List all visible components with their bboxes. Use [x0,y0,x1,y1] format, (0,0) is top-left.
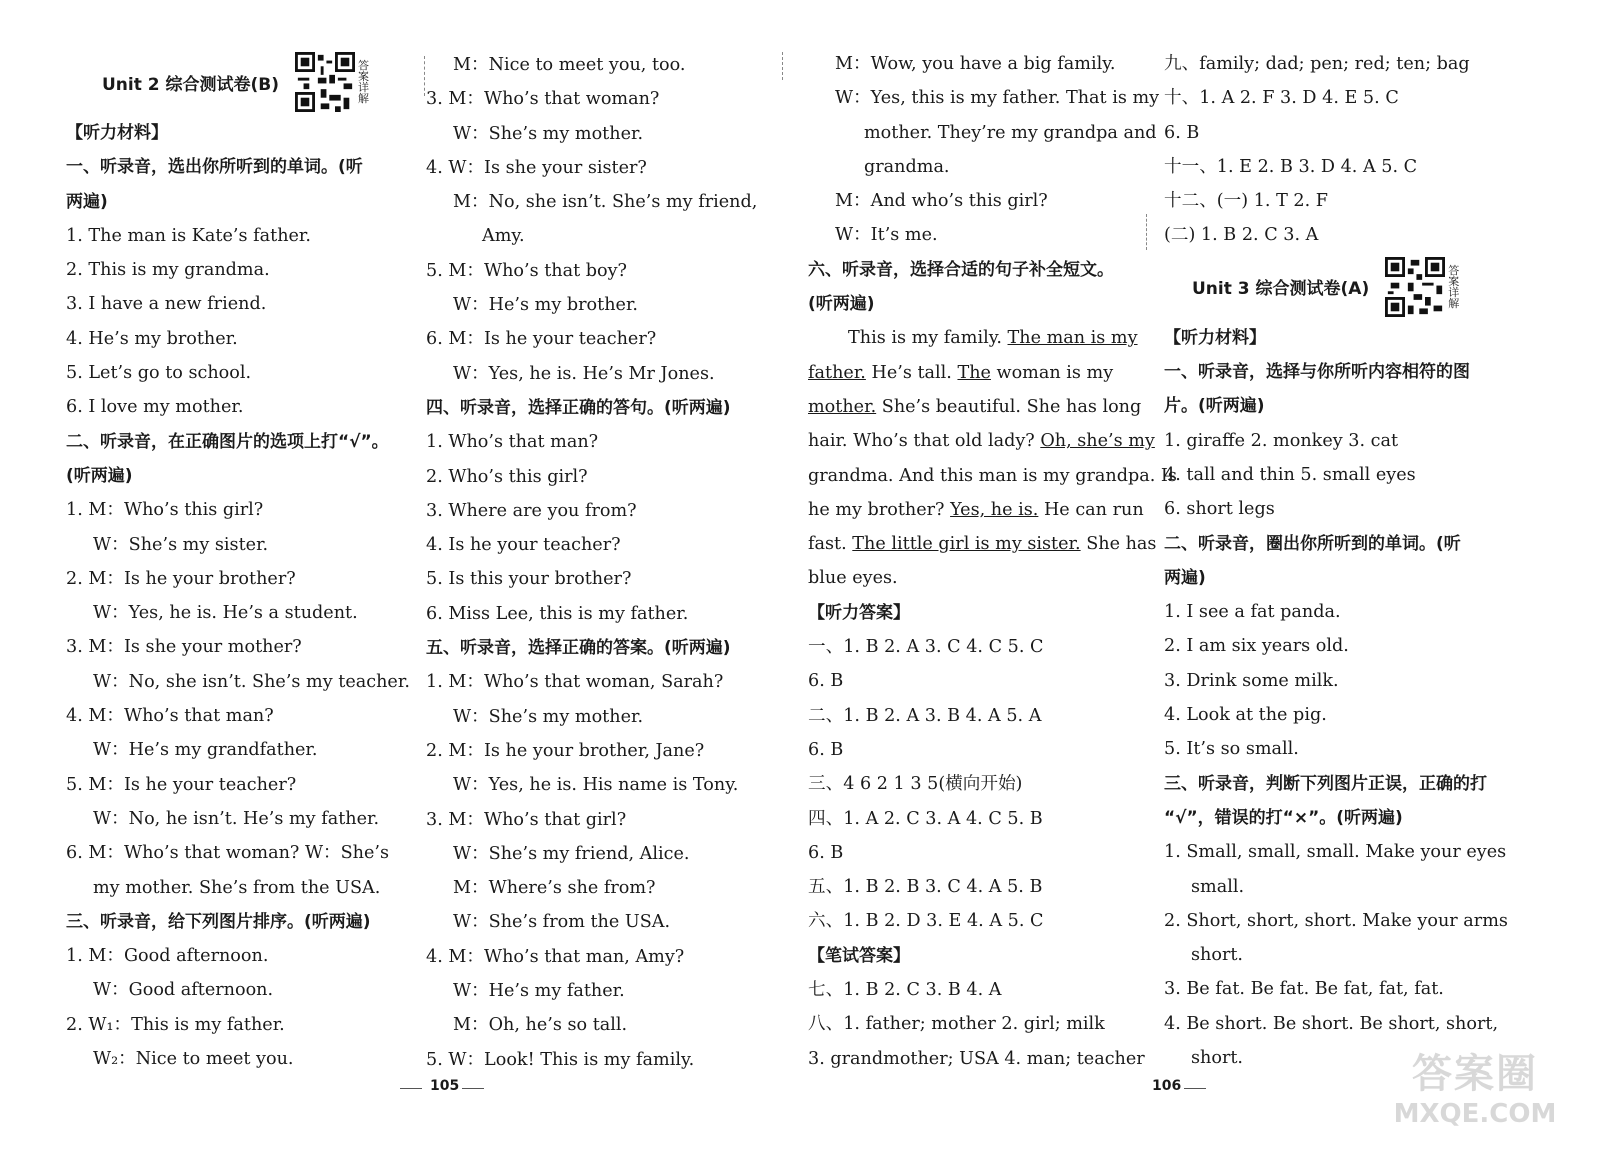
text-line: 5. M：Who’s that boy? [426,260,627,281]
page-number-rule [400,1088,422,1089]
text-line: M：Nice to meet you, too. [453,55,686,75]
answer-line: 6. B [808,842,844,863]
unit3-title: Unit 3 综合测试卷(A) [1192,279,1370,300]
text-line: W：It’s me. [835,225,938,246]
passage-line: he my brother? Yes, he is. He can run [808,499,1144,520]
column-1 [66,48,426,1076]
text-line: 4. Is he your teacher? [426,535,621,556]
text-line: 4. Look at the pig. [1164,705,1327,726]
qr-label: 答案详解 [358,59,370,105]
text-line: M：No, she isn’t. She’s my friend, [453,192,758,213]
answer-line: 3. grandmother; USA 4. man; teacher [808,1048,1145,1069]
text-line: W：She’s my mother. [453,123,644,144]
text-line: my mother. She’s from the USA. [93,877,381,898]
text-line: small. [1191,876,1245,897]
text-line: 1. The man is Kate’s father. [66,225,312,246]
text-line: W：She’s my mother. [453,706,644,727]
unit2-title: Unit 2 综合测试卷(B) [102,74,280,95]
section-heading: 一、听录音，选择与你所听内容相符的图 [1164,362,1470,383]
text-line: 4. He’s my brother. [66,328,238,349]
text-line: 6. M：Is he your teacher? [426,329,657,350]
passage-line: blue eyes. [808,568,898,589]
section-heading: 两遍) [1164,567,1206,588]
answer-line: 一、1. B 2. A 3. C 4. C 5. C [808,637,1044,658]
text-line: M：Oh, he’s so tall. [453,1015,628,1036]
answer-line: 二、1. B 2. A 3. B 4. A 5. A [808,705,1042,726]
answer-line: 6. B [808,671,844,692]
passage-line: hair. Who’s that old lady? Oh, she’s my [808,431,1155,452]
text-line: 2. I am six years old. [1164,636,1349,657]
column-divider [782,52,783,80]
answer-line: 九、family; dad; pen; red; ten; bag [1164,54,1470,74]
page-number-right: 106 [1152,1078,1182,1094]
section-heading: 一、听录音，选出你所听到的单词。(听 [66,157,363,178]
unit2-title-row [66,48,426,116]
column-3 [808,47,1177,1076]
qr-code-icon[interactable] [295,52,355,112]
unit3-title-row [1164,253,1544,321]
text-line: short. [1191,1048,1244,1069]
text-line: 1. Who’s that man? [426,432,599,453]
text-line: 2. This is my grandma. [66,260,270,281]
answer-line: 十、1. A 2. F 3. D 4. E 5. C [1164,88,1399,109]
text-line: M：And who’s this girl? [835,191,1048,212]
text-line: 3. M：Is she your mother? [66,637,302,658]
text-line: 1. M：Good afternoon. [66,946,269,967]
section-heading: 【听力材料】 [1164,327,1266,348]
text-line: W：No, he isn’t. He’s my father. [93,808,380,829]
text-line: W：He’s my brother. [453,295,639,316]
answer-line: 四、1. A 2. C 3. A 4. C 5. B [808,808,1043,829]
text-line: W：Good afternoon. [93,980,274,1001]
text-line: W：He’s my grandfather. [93,740,318,761]
watermark-en: MXQE.COM [1393,1099,1557,1129]
answer-line: 七、1. B 2. C 3. B 4. A [808,980,1002,1001]
passage-line: grandma. And this man is my grandpa. Is [808,465,1177,486]
text-line: W：Yes, this is my father. That is my [835,88,1160,109]
text-line: 2. M：Is he your brother, Jane? [426,740,705,761]
section-heading: 片。(听两遍) [1164,396,1265,417]
column-divider [424,56,425,96]
text-line: W：She’s from the USA. [453,912,671,933]
passage-line: fast. The little girl is my sister. She has [808,534,1157,555]
section-heading: 【听力材料】 [66,123,168,143]
column-2 [426,48,780,1077]
answer-line: 六、1. B 2. D 3. E 4. A 5. C [808,911,1044,932]
watermark-cn: 答案圈 [1412,1051,1538,1097]
text-line: 1. M：Who’s this girl? [66,500,264,521]
answer-line: 八、1. father; mother 2. girl; milk [808,1014,1105,1035]
answer-line: 五、1. B 2. B 3. C 4. A 5. B [808,877,1043,898]
section-heading: 六、听录音，选择合适的句子补全短文。 [808,259,1114,280]
answer-line: 6. B [808,739,844,760]
section-heading: 四、听录音，选择正确的答句。(听两遍) [426,397,731,418]
text-line: 4. Be short. Be short. Be short, short, [1164,1013,1499,1034]
text-line: 5. Let’s go to school. [66,363,252,384]
text-line: 5. M：Is he your teacher? [66,774,297,795]
text-line: 4. M：Who’s that man, Amy? [426,946,685,967]
page-number-rule [462,1088,484,1089]
section-heading: “√”，错误的打“×”。(听两遍) [1164,807,1403,828]
text-line: 2. Short, short, short. Make your arms [1164,910,1508,931]
text-line: 2. Who’s this girl? [426,466,588,487]
text-line: 5. It’s so small. [1164,739,1299,760]
text-line: W：She’s my sister. [93,534,269,555]
text-line: 2. W₁：This is my father. [66,1014,285,1035]
text-line: 6. short legs [1164,499,1275,520]
text-line: 3. M：Who’s that woman? [426,89,660,110]
answer-line: (二) 1. B 2. C 3. A [1164,225,1319,246]
qr-label: 答案详解 [1448,263,1460,310]
text-line: mother. They’re my grandpa and [864,122,1157,143]
section-heading: 【听力答案】 [808,602,910,623]
text-line: 1. M：Who’s that woman, Sarah? [426,672,724,693]
section-heading: (听两遍) [808,294,875,315]
section-heading: 三、听录音，给下列图片排序。(听两遍) [66,911,371,932]
section-heading: (听两遍) [66,465,133,486]
text-line: 3. I have a new friend. [66,294,267,315]
text-line: W：She’s my friend, Alice. [453,843,690,864]
text-line: 3. Drink some milk. [1164,670,1339,691]
text-line: M：Where’s she from? [453,878,656,899]
text-line: M：Wow, you have a big family. [835,54,1116,74]
text-line: W：No, she isn’t. She’s my teacher. [93,671,410,692]
text-line: 6. I love my mother. [66,397,244,418]
section-heading: 二、听录音，圈出你所听到的单词。(听 [1164,533,1461,554]
text-line: 1. I see a fat panda. [1164,602,1341,623]
text-line: 3. M：Who’s that girl? [426,809,627,830]
text-line: W：Yes, he is. He’s Mr Jones. [453,363,715,384]
text-line: 6. Miss Lee, this is my father. [426,603,689,624]
text-line: 1. Small, small, small. Make your eyes [1164,842,1507,863]
text-line: W₂：Nice to meet you. [93,1049,294,1070]
column-4 [1164,47,1544,1075]
watermark-logo [1380,1042,1570,1129]
text-line: 2. M：Is he your brother? [66,568,296,589]
text-line: Amy. [482,226,525,247]
text-line: 4. M：Who’s that man? [66,706,274,727]
section-heading: 三、听录音，判断下列图片正误，正确的打 [1164,773,1487,794]
passage-line: father. He’s tall. The woman is my [808,362,1114,383]
page-number-rule [1184,1088,1206,1089]
section-heading: 五、听录音，选择正确的答案。(听两遍) [426,638,731,659]
page-number-left: 105 [430,1078,460,1094]
answer-line: 三、4 6 2 1 3 5(横向开始) [808,774,1023,795]
text-line: 5. Is this your brother? [426,569,632,590]
text-line: grandma. [864,156,950,177]
column-divider [1146,214,1147,250]
text-line: 4. W：Is she your sister? [426,157,647,178]
text-line: 6. M：Who’s that woman? W：She’s [66,843,390,864]
answer-line: 十二、(一) 1. T 2. F [1164,191,1328,212]
text-line: 5. W：Look! This is my family. [426,1049,695,1070]
passage-line: This is my family. The man is my [848,328,1138,349]
text-line: W：Yes, he is. His name is Tony. [453,775,739,796]
text-line: 3. Where are you from? [426,500,637,521]
answer-line: 6. B [1164,122,1200,143]
text-line: 3. Be fat. Be fat. Be fat, fat, fat. [1164,979,1444,1000]
qr-code-icon[interactable] [1385,257,1445,317]
answer-line: 十一、1. E 2. B 3. D 4. A 5. C [1164,156,1418,177]
section-heading: 两遍) [66,191,108,212]
text-line: 1. giraffe 2. monkey 3. cat [1164,430,1399,451]
text-line: W：Yes, he is. He’s a student. [93,603,358,624]
text-line: short. [1191,945,1244,966]
section-heading: 二、听录音，在正确图片的选项上打“√”。 [66,431,389,452]
section-heading: 【笔试答案】 [808,945,910,966]
text-line: 4. tall and thin 5. small eyes [1164,464,1416,485]
passage-line: mother. She’s beautiful. She has long [808,396,1142,417]
text-line: W：He’s my father. [453,981,625,1002]
